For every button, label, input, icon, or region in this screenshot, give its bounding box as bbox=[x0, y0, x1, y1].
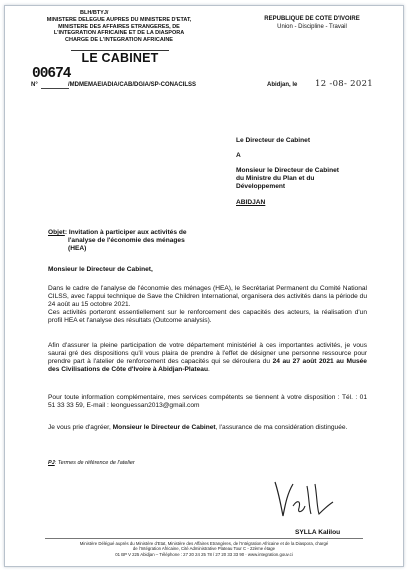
objet-label: Objet bbox=[48, 229, 65, 236]
paragraph-1-text: Dans le cadre de l'analyse de l'économie des ménages (HEA), le Secrétariat Permanent du Comité National CILSS, avec l'appui technique de Save the Children International, organisera des activités dans la période du 24 août au 15 octobre 2021. bbox=[48, 285, 367, 308]
objet-line-1: : Invitation à participer aux activités de bbox=[64, 229, 187, 236]
salutation: Monsieur le Directeur de Cabinet, bbox=[48, 266, 153, 273]
paragraph-2-bold: 24 au 27 août 2021 au Musée des Civilisations de Côte d'Ivoire à Abidjan-Plateau bbox=[48, 357, 367, 373]
footer-line-1: Ministère Délégué auprès du Ministère d'Etat, Ministère des Affaires Etrangères, de l'Intégration Africaine et de la Diaspora, chargé bbox=[79, 541, 329, 546]
paragraph-4-bold: Monsieur le Directeur de Cabinet bbox=[112, 424, 216, 431]
number-prefix: N° bbox=[31, 82, 38, 88]
recipient-city: ABIDJAN bbox=[236, 199, 266, 206]
ministry-line-2: MINISTERE DES AFFAIRES ETRANGERES, DE bbox=[58, 23, 180, 30]
paragraph-2 bbox=[48, 342, 367, 374]
recipient-line-1: Monsieur le Directeur de Cabinet bbox=[236, 167, 339, 174]
signature-scribble-icon bbox=[267, 476, 347, 524]
cabinet-title: LE CABINET bbox=[81, 51, 159, 65]
attachment-note bbox=[48, 460, 135, 467]
date-prefix: Abidjan, le bbox=[267, 82, 298, 88]
country-motto: Union - Discipline - Travail bbox=[277, 24, 347, 30]
paragraph-1 bbox=[48, 285, 367, 325]
letter-page bbox=[4, 5, 404, 567]
ministry-line-4: CHARGE DE L'INTEGRATION AFRICAINE bbox=[65, 36, 173, 43]
letter-reference: /MDMEMAEIADIA/CAB/DGIA/SP-CONACILSS bbox=[68, 82, 197, 88]
ref-tag: BLH/BTYJ/ bbox=[80, 10, 109, 16]
attachment-label: PJ bbox=[48, 460, 55, 466]
ministry-header bbox=[33, 17, 205, 43]
ministry-line-1: MINISTERE DELEGUE AUPRES DU MINISTERE D'ETAT, bbox=[46, 17, 192, 23]
footer-line-2: de l'Intégration Africaine, Cité Administrative Plateau Tour C - 22ème étage bbox=[132, 546, 276, 552]
letter-number-stamp: 00674 bbox=[32, 66, 71, 82]
country-name: REPUBLIQUE DE COTE D'IVOIRE bbox=[264, 16, 360, 22]
recipient-block bbox=[236, 167, 386, 190]
date-handwritten: 12 -08- 2021 bbox=[315, 79, 374, 89]
paragraph-2-end: . bbox=[207, 365, 210, 373]
paragraph-2-text: Afin d'assurer la pleine participation de votre département ministériel à ces importantes activités, je vous saurai gré des dispositions qu'il vous plaira de prendre à l'effet de désigner une personne ressource pour prendre part à l'atelier de renforcement des capacités qui se déroulera du bbox=[48, 342, 367, 365]
ministry-line-3: L'INTEGRATION AFRICAINE ET DE LA DIASPORA bbox=[53, 30, 185, 37]
paragraph-1b-text: Ces activités porteront essentiellement sur le renforcement des capacités des acteurs, la réalisation d'un profil HEA et l'analyse des résultats (Outcome analysis). bbox=[48, 308, 367, 324]
objet-line-3: (HEA) bbox=[68, 244, 87, 252]
sender-title: Le Directeur de Cabinet bbox=[236, 137, 311, 144]
paragraph-4-end: , l'assurance de ma considération distinguée. bbox=[215, 424, 348, 431]
number-underline bbox=[41, 88, 69, 89]
footer bbox=[33, 541, 375, 557]
objet-block bbox=[48, 229, 248, 252]
footer-rule bbox=[45, 538, 363, 539]
to-label: A bbox=[236, 152, 241, 159]
paragraph-4-text: Je vous prie d'agréer, bbox=[48, 424, 113, 431]
footer-line-3: 01 BP V 225 Abidjan – Téléphone : 27 20 24 25 78 / 27 20 33 33 90 · www.integration.gouv.ci bbox=[115, 551, 293, 557]
paragraph-3: Pour toute information complémentaire, mes services compétents se tiennent à votre disposition : Tél. : 01 51 33 33 59, E-mail : leonguessan2013@gmail.com bbox=[48, 394, 367, 409]
objet-line-2: l'analyse de l'économie des ménages bbox=[68, 236, 185, 244]
attachment-text: : Termes de référence de l'atelier bbox=[54, 460, 135, 466]
recipient-line-2: du Ministre du Plan et du bbox=[236, 174, 315, 182]
paragraph-4 bbox=[48, 424, 367, 432]
recipient-line-3: Développement bbox=[236, 182, 286, 190]
signatory-name: SYLLA Kalilou bbox=[295, 529, 341, 536]
